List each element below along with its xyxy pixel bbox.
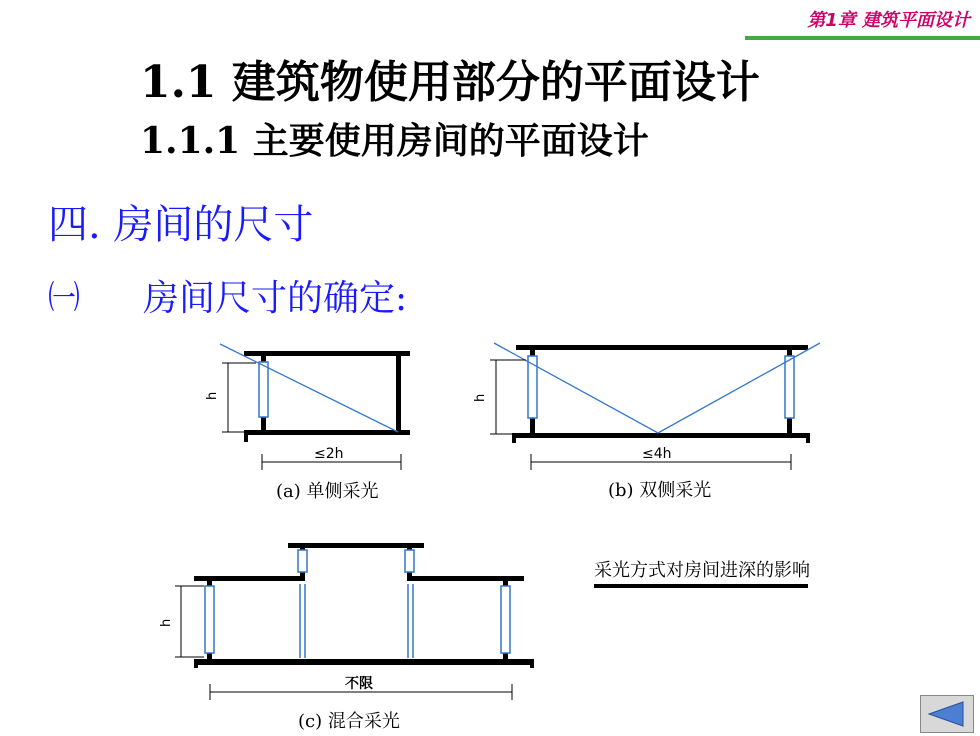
figure-title: 采光方式对房间进深的影响 [594,560,810,581]
previous-arrow-icon [921,696,973,732]
fig-a-right-wall [396,351,401,434]
fig-a-dim-label: ≤2h [314,446,344,462]
chapter-label: 第1章 建筑平面设计 [807,10,970,31]
fig-b-right-window [785,356,794,418]
subheading-room-size-determination: 房间尺寸的确定: [143,278,408,319]
fig-b-roof [516,345,808,350]
fig-a-window [259,362,268,417]
fig-a-caption: (a) 单侧采光 [276,481,379,502]
figure-title-underline [594,584,808,588]
fig-c-floor [194,659,534,665]
subheading-marker: ㈠ [48,278,81,316]
figure-a-single-side [205,344,410,502]
figure-b-double-side [473,343,820,501]
fig-a-roof [244,351,410,356]
fig-a-floor [244,430,410,435]
heading-room-size: 四. 房间的尺寸 [48,202,314,248]
fig-a-light-ray [220,344,398,432]
fig-b-dim-label: ≤4h [642,446,672,462]
fig-b-floor [512,433,810,438]
fig-c-dim-label: 不限 [345,676,373,692]
fig-c-right-window [501,586,510,653]
fig-a-height-label: h [205,391,220,400]
fig-b-light-rays [494,343,820,433]
figure-c-mixed [159,543,534,732]
fig-c-clerestory-roof [288,543,424,548]
fig-b-caption: (b) 双侧采光 [608,480,712,501]
section-title: 1.1 建筑物使用部分的平面设计 [140,57,760,108]
fig-c-left-window [205,586,214,653]
fig-c-height-label: h [159,618,174,627]
fig-c-caption: (c) 混合采光 [298,711,400,732]
subsection-title: 1.1.1 主要使用房间的平面设计 [140,120,649,162]
fig-b-height-label: h [473,393,488,402]
previous-slide-button[interactable] [920,695,974,733]
